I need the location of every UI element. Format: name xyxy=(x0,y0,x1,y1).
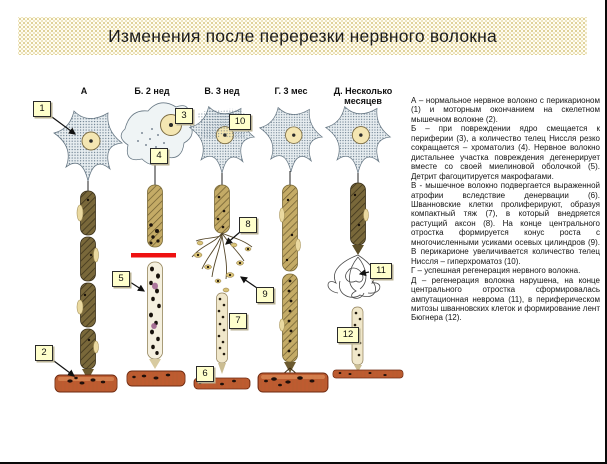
neuron-b xyxy=(121,103,192,386)
callout-5: 5 xyxy=(112,271,130,287)
muscle-fiber-b xyxy=(127,371,185,386)
description-paragraph-a: А – нормальное нервное волокно с перикарионом (1) и моторным окончанием на скелетном мышечном волокне (2). xyxy=(411,96,600,124)
callout-9: 9 xyxy=(256,287,274,303)
callout-12: 12 xyxy=(337,327,359,343)
denervated-muscle-fiber-d xyxy=(333,370,403,378)
description-paragraph-b: Б – при повреждении ядро смещается к периферии (3), а количество телец Ниссля резко сокращается – хроматолиз (4). Нервное волокно дистальнее участка повреждения дегенерирует вместе со своей миелиновой оболочкой (5). Детрит фагоцитируется макрофагами. xyxy=(411,124,600,181)
neuron-g xyxy=(258,108,328,392)
callout-6: 6 xyxy=(196,366,214,382)
neuron-a xyxy=(54,111,122,392)
callout-4: 4 xyxy=(150,148,168,164)
regenerated-fiber xyxy=(280,185,301,373)
regenerating-proximal-segment xyxy=(215,185,230,233)
description-paragraph-d: Д – регенерация волокна нарушена, на конце центрального отростка сформировалась ампутационная неврома (11), в периферическом митозы шванновских клеток и формирование лент Бюгнера (12). xyxy=(411,275,600,323)
description-paragraph-v: В - мышечное волокно подвергается выраженной атрофии вследствие денервации (6). Шванновские клетки пролиферируют, образуя компактный тяж (7), в который внедряется растущий аксон (8). На конце центрального отростка формируется конус роста с многочисленными усиками осевых цилиндров (9). В перикарионе увеличивается количество телец Ниссля – гиперхроматоз (10). xyxy=(411,181,600,266)
callout-1: 1 xyxy=(33,101,51,117)
callout-7: 7 xyxy=(229,313,247,329)
column-label-g: Г. 3 мес xyxy=(274,86,308,96)
schwann-cell-band xyxy=(217,293,228,374)
central-segment-d xyxy=(351,183,369,255)
diagram-area xyxy=(30,85,410,405)
neuron-diagram-svg xyxy=(30,85,410,405)
callout-2: 2 xyxy=(35,345,53,361)
page-title: Изменения после перерезки нервного волокна xyxy=(108,25,497,46)
muscle-fiber-a xyxy=(55,375,117,392)
column-label-b: Б. 2 нед xyxy=(134,86,170,96)
transection-line xyxy=(131,253,176,258)
neuron-v xyxy=(190,107,255,389)
callout-10: 10 xyxy=(229,114,251,130)
column-label-v: В. 3 нед xyxy=(204,86,240,96)
callout-11: 11 xyxy=(370,263,392,279)
callout-8: 8 xyxy=(239,217,257,233)
callout-3: 3 xyxy=(175,108,193,124)
growth-cone-blobs xyxy=(194,241,251,292)
degenerating-distal-fiber xyxy=(148,262,163,369)
title-bar xyxy=(18,17,587,55)
description-paragraph-g: Г – успешная регенерация нервного волокна. xyxy=(411,266,581,276)
column-label-a: А xyxy=(80,86,88,96)
degenerating-proximal-segment xyxy=(148,185,163,247)
column-label-d: Д. Несколько месяцев xyxy=(333,86,393,106)
myelinated-fiber-a xyxy=(77,191,99,380)
reinnervated-muscle-fiber xyxy=(258,368,328,392)
description-text xyxy=(411,96,600,323)
